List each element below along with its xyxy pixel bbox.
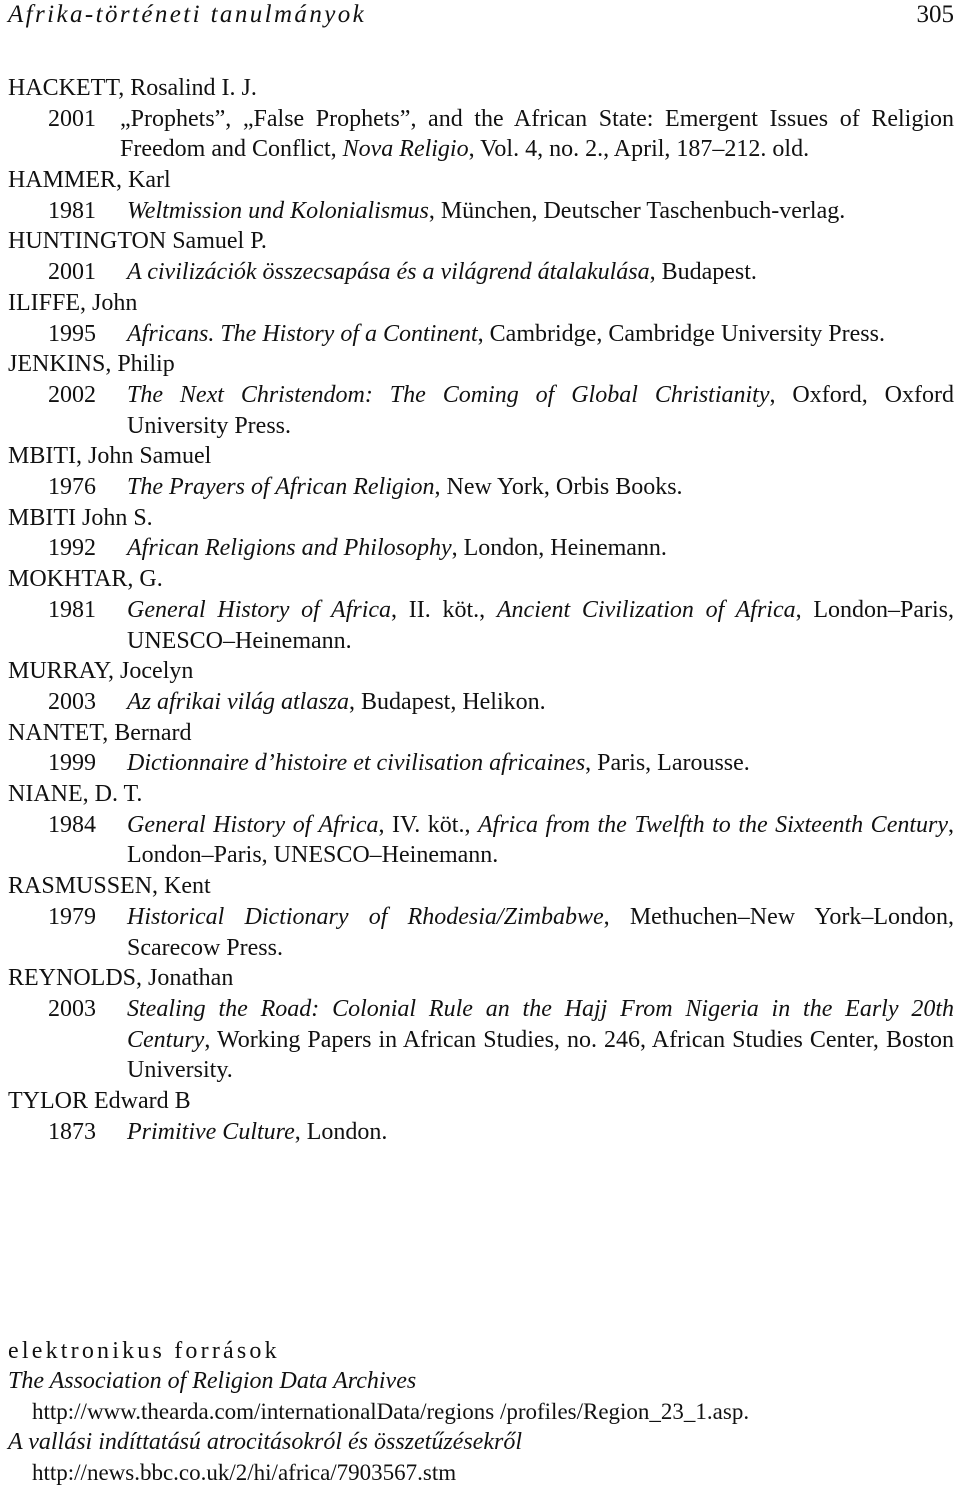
- citation-title-italic: General History of Africa: [127, 812, 378, 838]
- citation-text: , Oxford, Oxford University Press.: [127, 382, 954, 439]
- citation-title-italic: Africa from the Twelfth to the Sixteenth Century: [478, 812, 948, 838]
- bibliography-entry: [8, 73, 958, 165]
- source-url[interactable]: http://news.bbc.co.uk/2/hi/africa/7903567.stm: [8, 1458, 958, 1488]
- citation-title-italic: The Next Christendom: The Coming of Global Christianity: [127, 382, 770, 408]
- entry-author: ILIFFE, John: [8, 288, 958, 319]
- entry-author: RASMUSSEN, Kent: [8, 871, 958, 902]
- source-url[interactable]: http://www.thearda.com/internationalData/regions /profiles/Region_23_1.asp.: [8, 1397, 958, 1428]
- entry-year: 2001: [8, 257, 127, 288]
- entry-author: NIANE, D. T.: [8, 779, 958, 810]
- entry-reference: [8, 902, 958, 963]
- entry-citation: [127, 902, 958, 963]
- citation-text: , Methuchen–New York–London, Scarecow Press.: [127, 904, 954, 961]
- entry-year: 1999: [8, 748, 127, 779]
- sources-heading: elektronikus források: [8, 1336, 958, 1366]
- entry-reference: [8, 533, 958, 564]
- citation-title-italic: Primitive Culture: [127, 1119, 295, 1145]
- entry-citation: [127, 319, 958, 350]
- source-title: The Association of Religion Data Archives: [8, 1366, 958, 1397]
- entry-author: HAMMER, Karl: [8, 165, 958, 196]
- citation-title-italic: Dictionnaire d’histoire et civilisation africaines: [127, 750, 585, 776]
- citation-title-italic: Az afrikai világ atlasza: [127, 689, 349, 715]
- entry-author: HUNTINGTON Samuel P.: [8, 226, 958, 257]
- citation-text: , Paris, Larousse.: [585, 750, 750, 776]
- entry-citation: [127, 595, 958, 656]
- citation-title-italic: Weltmission und Kolonialismus: [127, 198, 429, 224]
- entry-reference: [8, 595, 958, 656]
- citation-title-italic: Historical Dictionary of Rhodesia/Zimbabwe: [127, 904, 604, 930]
- entry-reference: [8, 1117, 958, 1148]
- entry-year: 2003: [8, 994, 127, 1025]
- citation-text: , London–Paris, UNESCO–Heinemann.: [127, 812, 954, 869]
- bibliography-entry: [8, 779, 958, 871]
- entry-author: TYLOR Edward B: [8, 1086, 958, 1117]
- entry-reference: [8, 994, 958, 1086]
- citation-text: , Cambridge, Cambridge University Press.: [478, 321, 885, 347]
- entry-author: JENKINS, Philip: [8, 349, 958, 380]
- entry-author: MBITI, John Samuel: [8, 441, 958, 472]
- entry-author: MBITI John S.: [8, 503, 958, 534]
- citation-text: , London–Paris, UNESCO–Heinemann.: [127, 597, 954, 654]
- bibliography-entry: [8, 165, 958, 226]
- bibliography-entry: [8, 564, 958, 656]
- entry-citation: [127, 533, 958, 564]
- entry-reference: [8, 104, 958, 165]
- bibliography-entry: [8, 503, 958, 564]
- entry-reference: [8, 810, 958, 871]
- entry-citation: [127, 380, 958, 441]
- entry-year: 2003: [8, 687, 127, 718]
- entry-year: 1995: [8, 319, 127, 350]
- citation-title-italic: Stealing the Road: Colonial Rule an the Hajj From Nigeria in the Early 20th Century: [127, 996, 954, 1053]
- bibliography-entry: [8, 441, 958, 502]
- entry-citation: [127, 472, 958, 503]
- entry-citation: [127, 748, 958, 779]
- entry-reference: [8, 687, 958, 718]
- entry-reference: [8, 380, 958, 441]
- entry-year: 1981: [8, 196, 127, 227]
- entry-year: 1979: [8, 902, 127, 933]
- citation-text: , Working Papers in African Studies, no. 246, African Studies Center, Boston University.: [127, 1027, 954, 1084]
- bibliography-entry: [8, 656, 958, 717]
- citation-title-italic: A civilizációk összecsapása és a világrend átalakulása: [127, 259, 650, 285]
- entry-year: 1981: [8, 595, 127, 626]
- citation-text: , IV. köt.,: [378, 812, 478, 838]
- bibliography-entry: [8, 288, 958, 349]
- bibliography-list: [8, 73, 958, 1147]
- citation-text: , Budapest.: [650, 259, 757, 285]
- bibliography-entry: [8, 349, 958, 441]
- entry-citation: [127, 196, 958, 227]
- entry-citation: [127, 687, 958, 718]
- entry-author: HACKETT, Rosalind I. J.: [8, 73, 958, 104]
- entry-citation: [127, 257, 958, 288]
- citation-text: , München, Deutscher Taschenbuch-verlag.: [429, 198, 845, 224]
- citation-text: „Prophets”, „False Prophets”, and the African State: Emergent Issues of Religion Freedom and Conflict,: [120, 106, 954, 163]
- entry-year: 2002: [8, 380, 127, 411]
- bibliography-entry: [8, 963, 958, 1086]
- entry-reference: [8, 319, 958, 350]
- entry-citation: [127, 1117, 958, 1148]
- running-title: Afrika-történeti tanulmányok: [8, 0, 366, 30]
- entry-year: 2001: [8, 104, 120, 135]
- citation-title-italic: African Religions and Philosophy: [127, 535, 452, 561]
- entry-year: 1873: [8, 1117, 127, 1148]
- citation-title-italic: Africans. The History of a Continent: [127, 321, 478, 347]
- entry-reference: [8, 472, 958, 503]
- bibliography-entry: [8, 871, 958, 963]
- entry-citation: [120, 104, 958, 165]
- bibliography-entry: [8, 226, 958, 287]
- citation-title-italic: Ancient Civilization of Africa: [497, 597, 796, 623]
- bibliography-entry: [8, 718, 958, 779]
- entry-author: NANTET, Bernard: [8, 718, 958, 749]
- bibliography-entry: [8, 1086, 958, 1147]
- page-header: [8, 0, 954, 32]
- entry-reference: [8, 257, 958, 288]
- entry-author: MOKHTAR, G.: [8, 564, 958, 595]
- entry-year: 1976: [8, 472, 127, 503]
- citation-text: , London, Heinemann.: [452, 535, 667, 561]
- citation-text: , Budapest, Helikon.: [349, 689, 546, 715]
- citation-text: , Vol. 4, no. 2., April, 187–212. old.: [469, 136, 809, 162]
- entry-year: 1984: [8, 810, 127, 841]
- electronic-sources: [8, 1336, 958, 1488]
- citation-title-italic: The Prayers of African Religion: [127, 474, 435, 500]
- entry-citation: [127, 994, 958, 1086]
- citation-title-italic: Nova Religio: [343, 136, 469, 162]
- entry-citation: [127, 810, 958, 871]
- entry-year: 1992: [8, 533, 127, 564]
- entry-reference: [8, 196, 958, 227]
- citation-title-italic: General History of Africa: [127, 597, 391, 623]
- citation-text: , London.: [295, 1119, 388, 1145]
- entry-reference: [8, 748, 958, 779]
- source-title: A vallási indíttatású atrocitásokról és összetűzésekről: [8, 1427, 958, 1458]
- citation-text: , New York, Orbis Books.: [435, 474, 683, 500]
- page-number: 305: [917, 0, 955, 30]
- entry-author: MURRAY, Jocelyn: [8, 656, 958, 687]
- entry-author: REYNOLDS, Jonathan: [8, 963, 958, 994]
- citation-text: , II. köt.,: [391, 597, 497, 623]
